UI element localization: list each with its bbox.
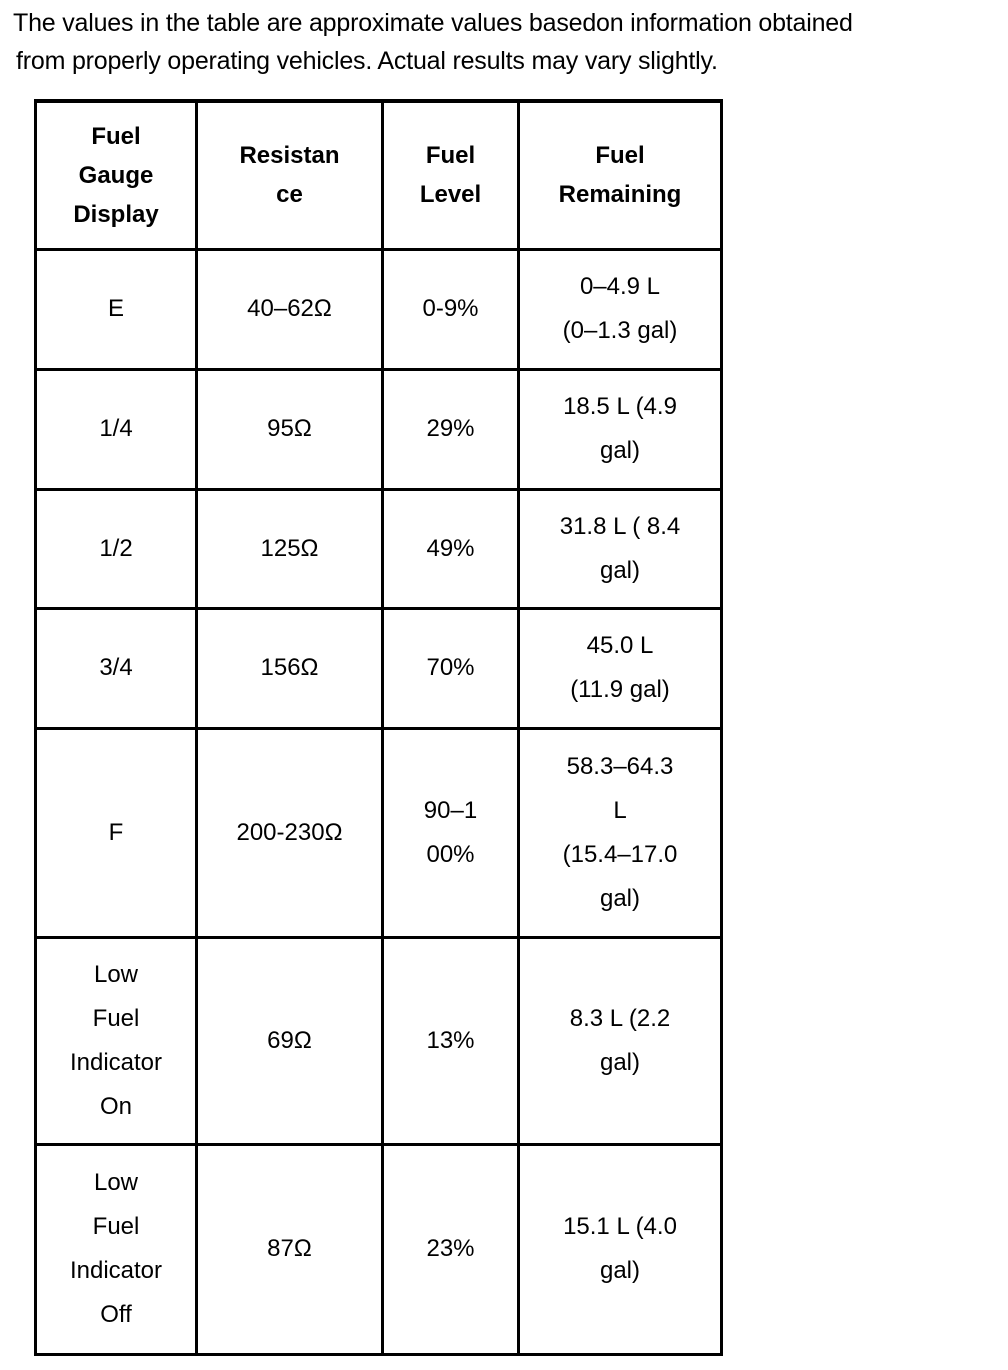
intro-note <box>13 4 1003 80</box>
cell-resistance: 87Ω <box>197 1144 383 1354</box>
cell-remaining: 45.0 L (11.9 gal) <box>519 608 722 728</box>
cell-resistance: 156Ω <box>197 608 383 728</box>
cell-display: 1/4 <box>36 369 197 489</box>
cell-remaining: 0–4.9 L (0–1.3 gal) <box>519 249 722 369</box>
cell-resistance: 95Ω <box>197 369 383 489</box>
cell-display: Low Fuel Indicator On <box>36 937 197 1144</box>
cell-resistance: 40–62Ω <box>197 249 383 369</box>
cell-level: 70% <box>383 608 519 728</box>
table-header-row <box>36 101 722 249</box>
header-fuel-remaining: Fuel Remaining <box>519 101 722 249</box>
header-fuel-level: Fuel Level <box>383 101 519 249</box>
table-row <box>36 489 722 608</box>
cell-level: 49% <box>383 489 519 608</box>
header-fuel-gauge-display: Fuel Gauge Display <box>36 101 197 249</box>
table-row <box>36 369 722 489</box>
cell-display: F <box>36 728 197 937</box>
cell-remaining: 15.1 L (4.0 gal) <box>519 1144 722 1354</box>
cell-remaining: 18.5 L (4.9 gal) <box>519 369 722 489</box>
cell-display: E <box>36 249 197 369</box>
cell-level: 0-9% <box>383 249 519 369</box>
intro-line-2: from properly operating vehicles. Actual results may vary slightly. <box>16 47 718 75</box>
table-row <box>36 728 722 937</box>
cell-level: 29% <box>383 369 519 489</box>
cell-remaining: 8.3 L (2.2 gal) <box>519 937 722 1144</box>
cell-remaining: 31.8 L ( 8.4 gal) <box>519 489 722 608</box>
table-row <box>36 937 722 1144</box>
cell-level: 13% <box>383 937 519 1144</box>
cell-resistance: 125Ω <box>197 489 383 608</box>
cell-display: 1/2 <box>36 489 197 608</box>
cell-level: 23% <box>383 1144 519 1354</box>
cell-display: 3/4 <box>36 608 197 728</box>
table-row <box>36 249 722 369</box>
fuel-gauge-table <box>34 99 723 1356</box>
table-row <box>36 1144 722 1354</box>
intro-line-1: The values in the table are approximate values basedon information obtained <box>13 9 853 37</box>
cell-remaining: 58.3–64.3 L (15.4–17.0 gal) <box>519 728 722 937</box>
cell-display: Low Fuel Indicator Off <box>36 1144 197 1354</box>
cell-resistance: 200-230Ω <box>197 728 383 937</box>
table-row <box>36 608 722 728</box>
cell-resistance: 69Ω <box>197 937 383 1144</box>
header-resistance: Resistan ce <box>197 101 383 249</box>
cell-level: 90–1 00% <box>383 728 519 937</box>
